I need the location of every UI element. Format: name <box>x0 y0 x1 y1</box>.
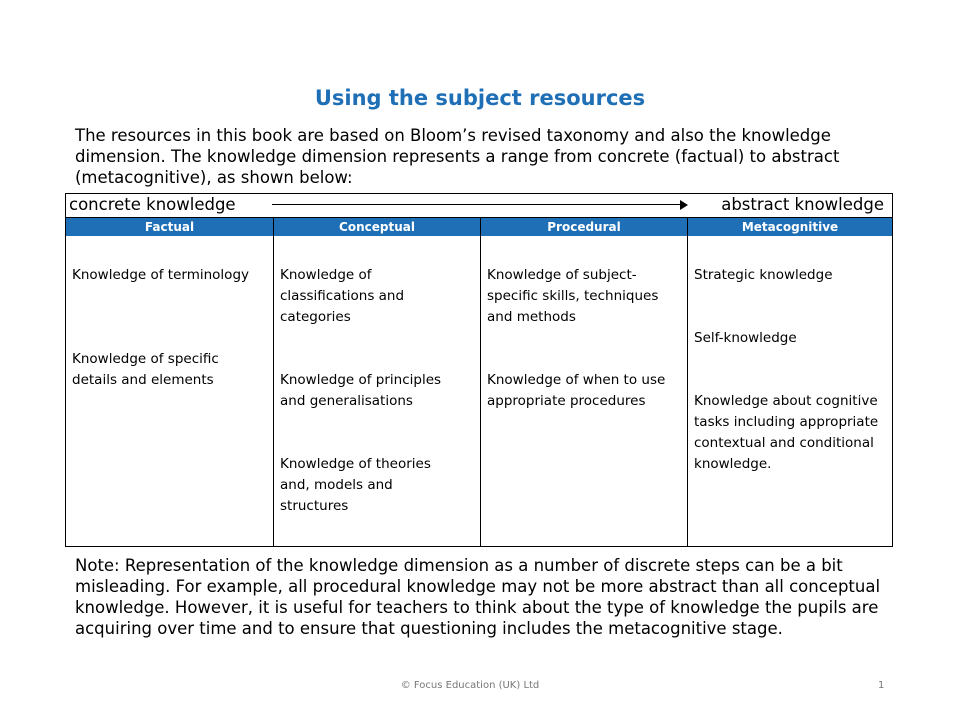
footer-copyright: © Focus Education (UK) Ltd <box>400 680 540 691</box>
column-procedural <box>480 236 687 546</box>
conceptual-item: Knowledge of classifications and categories <box>280 267 405 325</box>
procedural-item: Knowledge of subject-specific skills, techniques and methods <box>487 267 659 325</box>
header-procedural: Procedural <box>480 218 687 236</box>
factual-item: Knowledge of terminology <box>72 267 250 283</box>
column-conceptual <box>273 236 480 546</box>
factual-item: Knowledge of specific details and elements <box>72 351 219 388</box>
conceptual-item: Knowledge of theories and, models and structures <box>280 456 431 514</box>
concrete-knowledge-label: concrete knowledge <box>69 195 236 214</box>
scale-arrow-line <box>272 204 680 205</box>
metacognitive-item: Strategic knowledge <box>694 267 833 283</box>
procedural-item: Knowledge of when to use appropriate procedures <box>487 372 666 409</box>
page-title: Using the subject resources <box>314 86 646 110</box>
knowledge-scale-row <box>66 194 892 218</box>
arrow-right-icon <box>680 200 688 210</box>
header-conceptual: Conceptual <box>273 218 480 236</box>
intro-paragraph: The resources in this book are based on Bloom’s revised taxonomy and also the knowledge dimension. The knowledge dimension represents a range from concrete (factual) to abstract (metacognitive), as shown below: <box>75 126 840 187</box>
header-factual: Factual <box>144 220 195 234</box>
metacognitive-item: Knowledge about cognitive tasks including appropriate contextual and conditional knowledge. <box>694 393 879 472</box>
knowledge-dimension-table <box>65 193 893 547</box>
header-row <box>66 218 892 236</box>
conceptual-item: Knowledge of principles and generalisations <box>280 372 442 409</box>
column-metacognitive <box>687 236 892 546</box>
footer-page-number: 1 <box>878 680 885 691</box>
metacognitive-item: Self-knowledge <box>694 330 797 346</box>
column-factual <box>66 236 273 546</box>
note-paragraph: Note: Representation of the knowledge dimension as a number of discrete steps can be a bit misleading. For example, all procedural knowledge may not be more abstract than all conceptual knowledge. However, it is useful for teachers to think about the type of knowledge the pupils are acquiring over time and to ensure that questioning includes the metacognitive stage. <box>75 556 881 638</box>
header-metacognitive: Metacognitive <box>687 218 892 236</box>
abstract-knowledge-label: abstract knowledge <box>721 195 884 214</box>
